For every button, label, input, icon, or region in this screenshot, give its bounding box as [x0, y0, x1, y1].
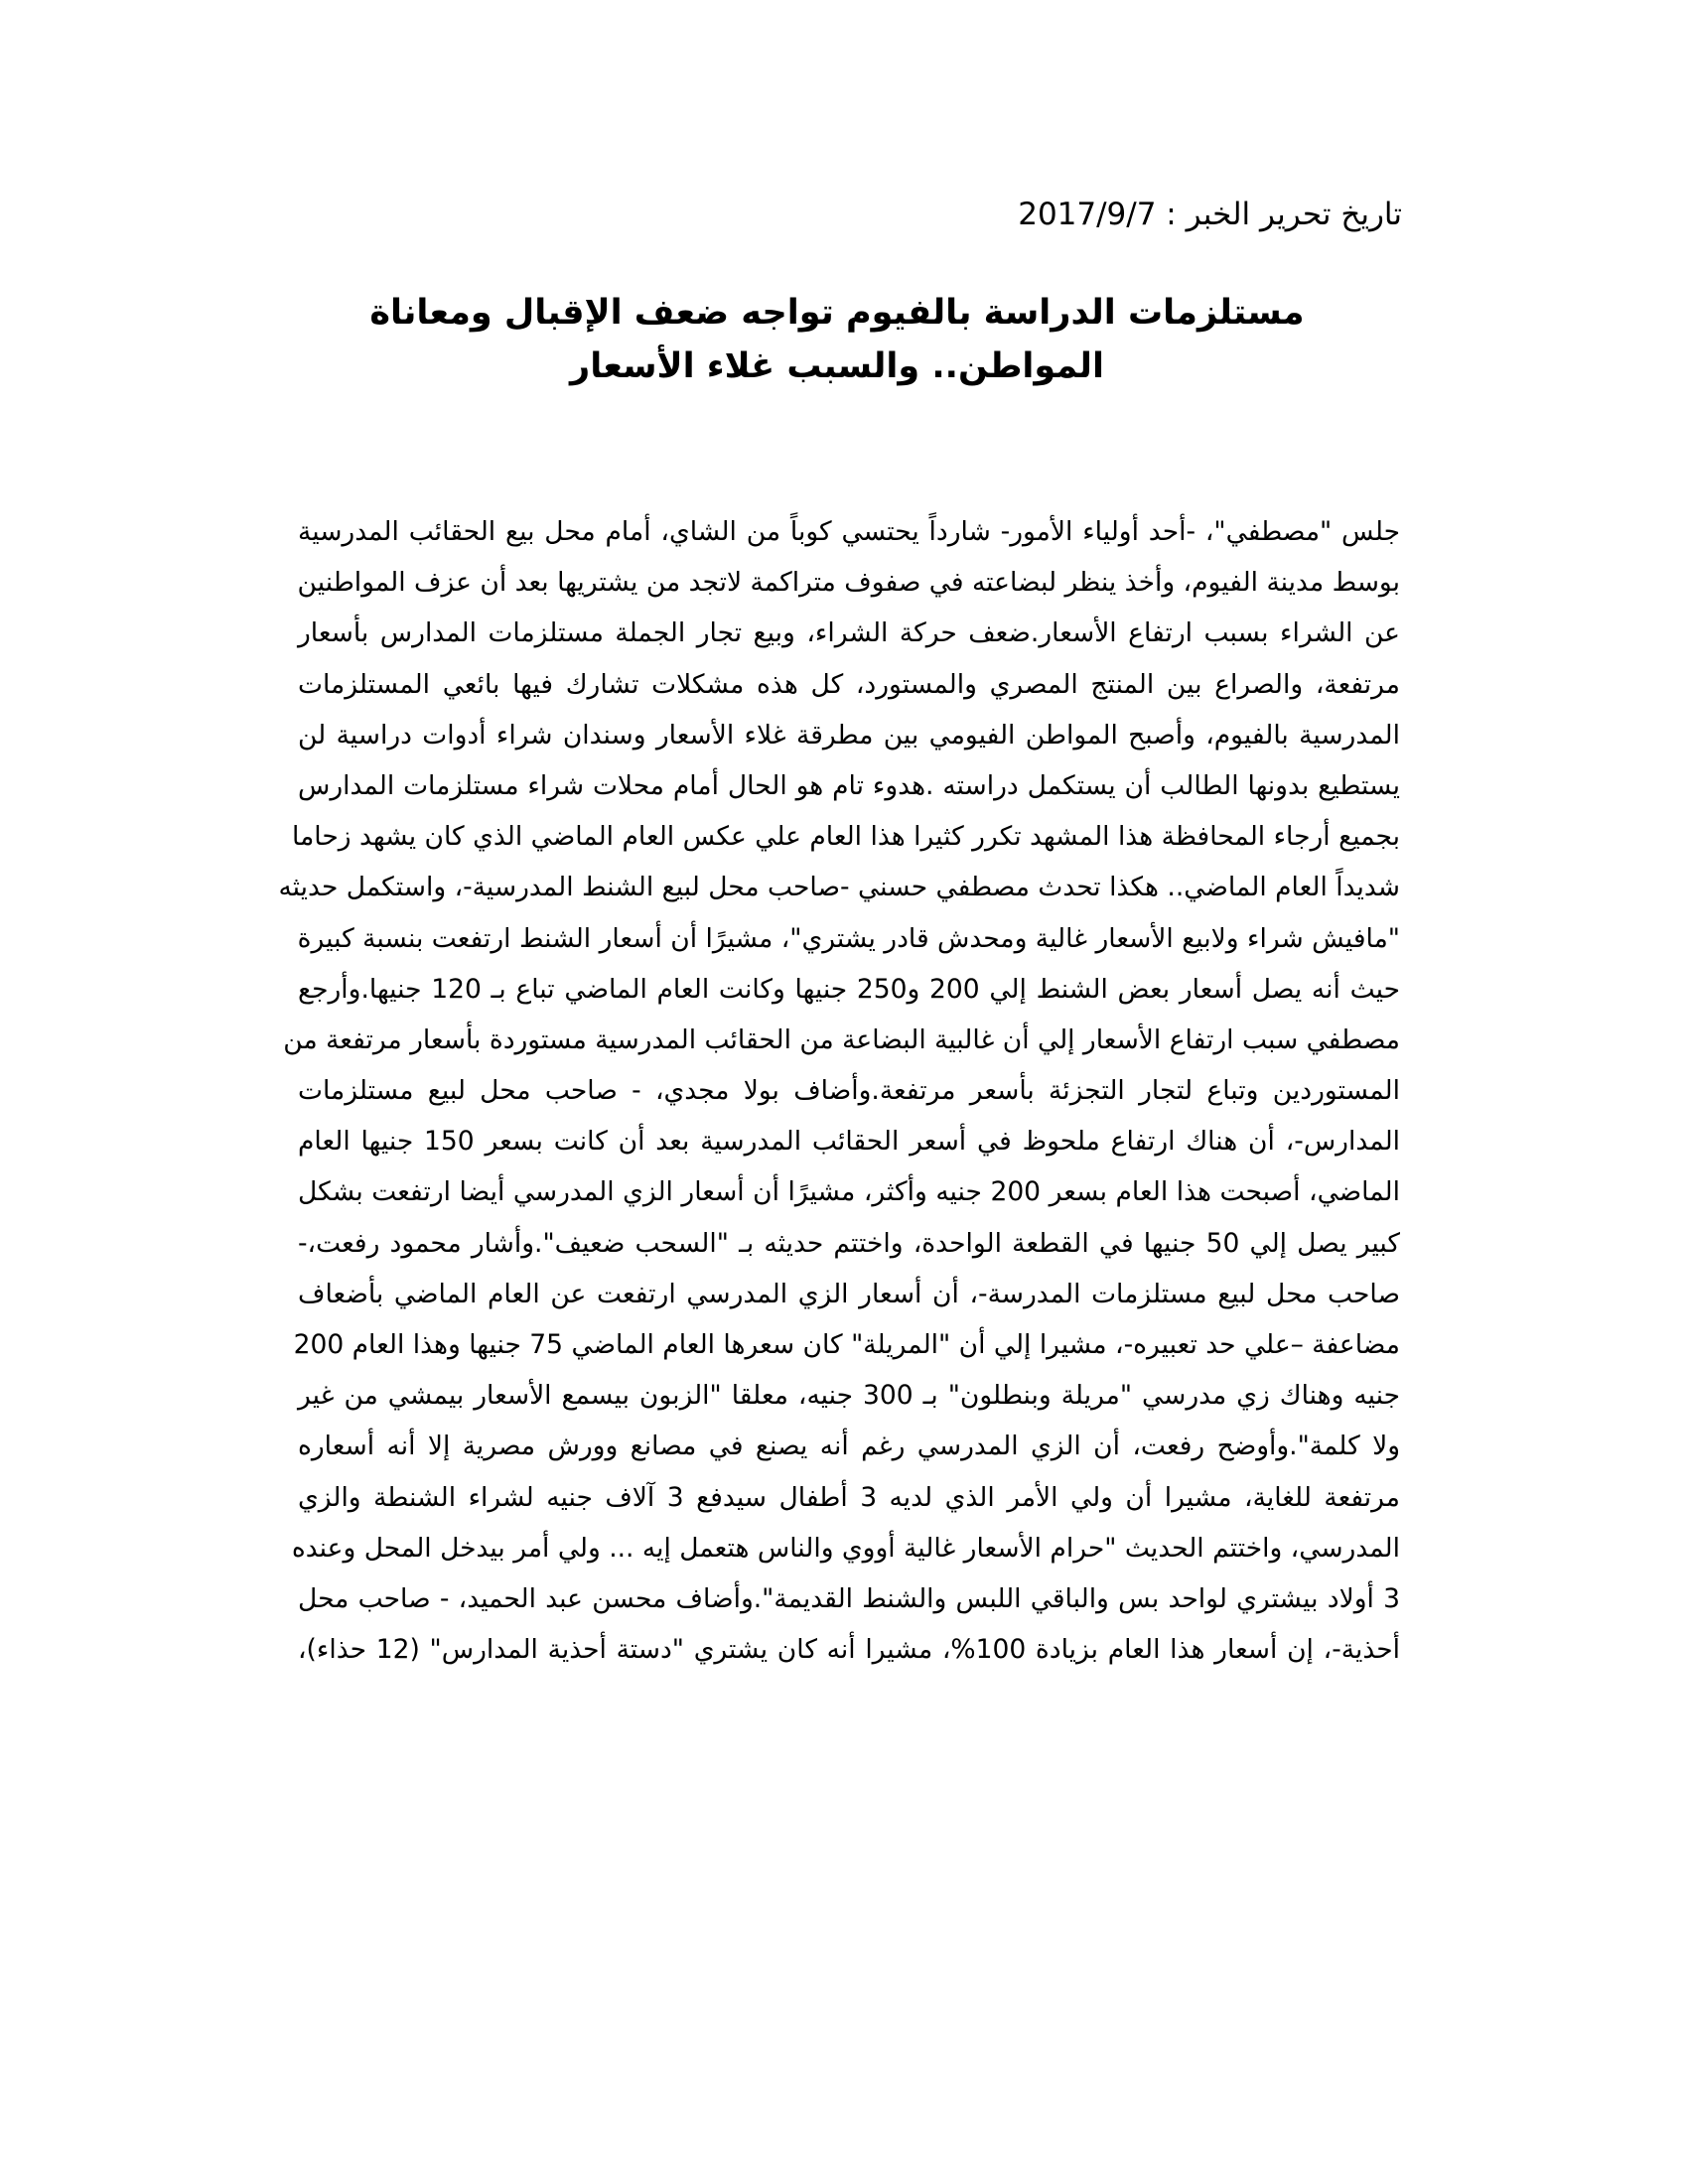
article-line: يستطيع بدونها الطالب أن يستكمل دراسته .هدوء تام هو الحال أمام محلات شراء مستلزمات المدارس: [298, 769, 1400, 801]
article-line: جنيه وهناك زي مدرسي "مريلة وبنطلون" بـ 300 جنيه، معلقا "الزبون بيسمع الأسعار بيمشي من غير: [298, 1380, 1400, 1412]
article-line: مرتفعة للغاية، مشيرا أن ولي الأمر الذي لديه 3 أطفال سيدفع 3 آلاف جنيه لشراء الشنطة والزي: [298, 1481, 1400, 1513]
article-line: المدرسي، واختتم الحديث "حرام الأسعار غالية أووي والناس هتعمل إيه ... ولي أمر بيدخل المحل وعنده: [291, 1532, 1400, 1564]
article-line: كبير يصل إلي 50 جنيها في القطعة الواحدة، واختتم حديثه بـ "السحب ضعيف".وأشار محمود رفعت،-: [298, 1227, 1400, 1259]
article-line: مصطفي سبب ارتفاع الأسعار إلي أن غالبية البضاعة من الحقائب المدرسية مستوردة بأسعار مرتفعة من: [283, 1024, 1400, 1055]
article-line: المدارس-، أن هناك ارتفاع ملحوظ في أسعر الحقائب المدرسية بعد أن كانت بسعر 150 جنيها العام: [298, 1126, 1401, 1158]
article-line: ولا كلمة".وأوضح رفعت، أن الزي المدرسي رغم أنه يصنع في مصانع وورش مصرية إلا أنه أسعاره: [298, 1431, 1400, 1462]
article-line: 3 أولاد بيشتري لواحد بس والباقي اللبس والشنط القديمة".وأضاف محسن عبد الحميد، - صاحب محل: [298, 1582, 1400, 1614]
article-line: بجميع أرجاء المحافظة هذا المشهد تكرر كثيرا هذا العام علي عكس العام الماضي الذي كان يشهد زحاما: [292, 821, 1400, 853]
article-body: [278, 506, 1401, 1675]
article-line: "مافيش شراء ولابيع الأسعار غالية ومحدش قادر يشتري"، مشيرًا أن أسعار الشنط ارتفعت بنسبة كبيرة: [297, 922, 1400, 954]
article-line: مضاعفة –علي حد تعبيره-، مشيرا إلي أن "المريلة" كان سعرها العام الماضي 75 جنيها وهذا العام 200: [293, 1329, 1400, 1360]
article-line: المستوردين وتباع لتجار التجزئة بأسعر مرتفعة.وأضاف بولا مجدي، - صاحب محل لبيع مستلزمات: [298, 1075, 1400, 1107]
article-line: عن الشراء بسبب ارتفاع الأسعار.ضعف حركة الشراء، وبيع تجار الجملة مستلزمات المدارس بأسعار: [298, 617, 1400, 649]
article-line: بوسط مدينة الفيوم، وأخذ ينظر لبضاعته في صفوف متراكمة لاتجد من يشتريها بعد أن عزف المواطنين: [297, 567, 1400, 599]
article-line: جلس "مصطفي"، -أحد أولياء الأمور- شارداً يحتسي كوباً من الشاي، أمام محل بيع الحقائب المدرسية: [298, 516, 1400, 547]
article-line: حيث أنه يصل أسعار بعض الشنط إلي 200 و250 جنيها وكانت العام الماضي تباع بـ 120 جنيها.وأرجع: [298, 973, 1400, 1005]
article-line: أحذية-، إن أسعار هذا العام بزيادة 100%، مشيرا أنه كان يشتري "دستة أحذية المدارس" (12 حذاء)،: [298, 1634, 1400, 1666]
article-line: المدرسية بالفيوم، وأصبح المواطن الفيومي بين مطرقة غلاء الأسعار وسندان شراء أدوات دراسية لن: [298, 719, 1400, 751]
article-line: صاحب محل لبيع مستلزمات المدرسة-، أن أسعار الزي المدرسي ارتفعت عن العام الماضي بأضعاف: [298, 1278, 1400, 1309]
article-line: مرتفعة، والصراع بين المنتج المصري والمستورد، كل هذه مشكلات تشارك فيها بائعي المستلزمات: [298, 668, 1400, 700]
article-title: مستلزمات الدراسة بالفيوم تواجه ضعف الإقبال ومعاناة المواطن.. والسبب غلاء الأسعار: [369, 293, 1305, 386]
article-date: تاريخ تحرير الخبر : 2017/9/7: [1018, 197, 1402, 232]
article-line: الماضي، أصبحت هذا العام بسعر 200 جنيه وأكثر، مشيرًا أن أسعار الزي المدرسي أيضا ارتفعت بشكل: [298, 1176, 1400, 1208]
article-line: شديداً العام الماضي.. هكذا تحدث مصطفي حسني -صاحب محل لبيع الشنط المدرسية-، واستكمل حديثه: [278, 872, 1400, 903]
